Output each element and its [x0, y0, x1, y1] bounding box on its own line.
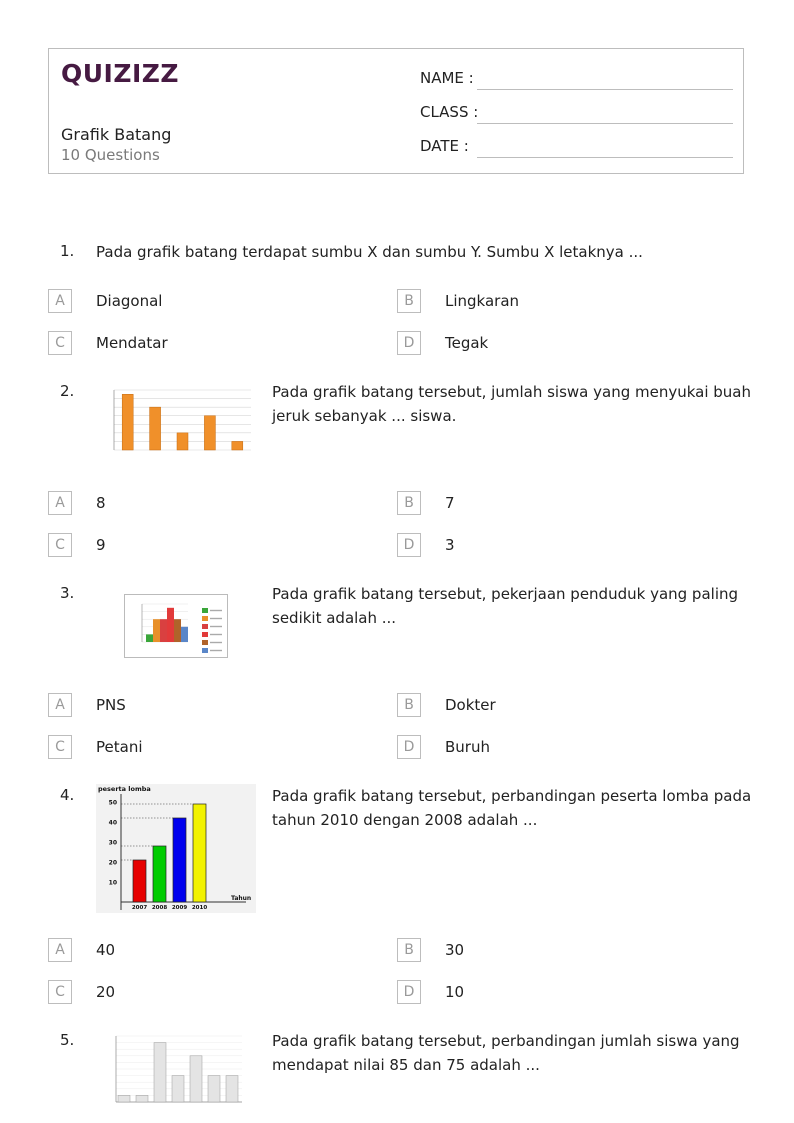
option-letter[interactable]: D: [397, 533, 421, 557]
option-text[interactable]: Dokter: [445, 696, 496, 714]
class-line[interactable]: [477, 123, 733, 124]
question-number: 3.: [60, 584, 75, 602]
bar: [172, 1076, 184, 1102]
x-tick-label: 2007: [131, 905, 148, 911]
question-text: Pada grafik batang tersebut, pekerjaan penduduk yang paling sedikit adalah ...: [272, 585, 739, 627]
bar-chart-participants: [96, 784, 256, 913]
chart-title: peserta lomba: [98, 785, 151, 793]
option-letter[interactable]: C: [48, 533, 72, 557]
class-label: CLASS :: [420, 103, 479, 121]
option-letter[interactable]: B: [397, 289, 421, 313]
option-letter[interactable]: D: [397, 980, 421, 1004]
option-letter[interactable]: A: [48, 289, 72, 313]
date-line[interactable]: [477, 157, 733, 158]
option-letter[interactable]: C: [48, 331, 72, 355]
question-number: 5.: [60, 1031, 75, 1049]
question-image: [124, 594, 228, 662]
option-text[interactable]: Petani: [96, 738, 143, 756]
question-text: Pada grafik batang terdapat sumbu X dan sumbu Y. Sumbu X letaknya ...: [96, 243, 643, 261]
option-letter[interactable]: A: [48, 491, 72, 515]
option-letter[interactable]: D: [397, 735, 421, 759]
option-text[interactable]: 9: [96, 536, 106, 554]
question-number: 4.: [60, 786, 75, 804]
option-text[interactable]: 20: [96, 983, 116, 1001]
bar: [153, 846, 166, 902]
bar-chart-fruit: [96, 380, 256, 466]
bar: [232, 441, 243, 450]
question-number: 1.: [60, 242, 75, 260]
option-text[interactable]: 40: [96, 941, 116, 959]
bar: [181, 627, 188, 642]
bar: [167, 608, 174, 642]
option-text[interactable]: 30: [445, 941, 465, 959]
worksheet-title: Grafik Batang: [61, 125, 172, 144]
worksheet-header: [48, 48, 744, 174]
option-text[interactable]: Buruh: [445, 738, 490, 756]
bar: [174, 619, 181, 642]
option-text[interactable]: Lingkaran: [445, 292, 520, 310]
x-tick-label: 2008: [151, 905, 168, 911]
x-tick-label: 2009: [171, 905, 188, 911]
question-text: Pada grafik batang tersebut, perbandingan peserta lomba pada tahun 2010 dengan 2008 adalah ...: [272, 787, 752, 829]
bar: [177, 433, 188, 450]
question-image: [100, 1030, 250, 1118]
option-letter[interactable]: C: [48, 735, 72, 759]
bar: [136, 1095, 148, 1102]
legend-swatch: [202, 632, 208, 637]
question-text: Pada grafik batang tersebut, jumlah siswa yang menyukai buah jeruk sebanyak ... siswa.: [272, 383, 751, 425]
question-text: Pada grafik batang tersebut, perbandingan jumlah siswa yang mendapat nilai 85 dan 75 adalah ...: [272, 1032, 740, 1074]
name-label: NAME :: [420, 69, 474, 87]
quizizz-logo: QUIZIZZ: [61, 59, 180, 88]
bar: [154, 1043, 166, 1102]
bar: [118, 1095, 130, 1102]
y-tick-label: 30: [108, 839, 117, 847]
bar: [208, 1076, 220, 1102]
option-letter[interactable]: B: [397, 491, 421, 515]
legend-swatch: [202, 624, 208, 629]
question-image: [96, 380, 256, 470]
bar: [153, 619, 160, 642]
option-text[interactable]: 3: [445, 536, 455, 554]
bar-chart-scores: [100, 1030, 250, 1114]
bar: [146, 634, 153, 642]
y-tick-label: 50: [108, 799, 117, 807]
bar: [193, 804, 206, 902]
bar: [122, 394, 133, 450]
name-line[interactable]: [477, 89, 733, 90]
bar: [160, 619, 167, 642]
bar: [133, 860, 146, 902]
legend-swatch: [202, 608, 208, 613]
date-label: DATE :: [420, 137, 469, 155]
question-image: [96, 784, 256, 917]
question-number: 2.: [60, 382, 75, 400]
bar: [226, 1076, 238, 1102]
option-letter[interactable]: A: [48, 938, 72, 962]
option-letter[interactable]: B: [397, 693, 421, 717]
legend-swatch: [202, 648, 208, 653]
legend-swatch: [202, 640, 208, 645]
y-tick-label: 20: [108, 859, 117, 867]
bar: [190, 1056, 202, 1102]
option-text[interactable]: Diagonal: [96, 292, 163, 310]
y-tick-label: 10: [108, 879, 117, 887]
bar: [173, 818, 186, 902]
option-text[interactable]: PNS: [96, 696, 126, 714]
y-tick-label: 40: [108, 819, 117, 827]
option-text[interactable]: 7: [445, 494, 455, 512]
option-letter[interactable]: D: [397, 331, 421, 355]
bar: [150, 407, 161, 450]
option-text[interactable]: 8: [96, 494, 106, 512]
x-tick-label: 2010: [191, 905, 208, 911]
question-count: 10 Questions: [61, 146, 160, 164]
option-text[interactable]: Tegak: [445, 334, 489, 352]
option-text[interactable]: Mendatar: [96, 334, 168, 352]
option-letter[interactable]: A: [48, 693, 72, 717]
x-axis-label: Tahun: [231, 895, 252, 902]
bar-chart-jobs: [124, 594, 228, 658]
option-letter[interactable]: B: [397, 938, 421, 962]
bar: [204, 416, 215, 450]
legend-swatch: [202, 616, 208, 621]
option-text[interactable]: 10: [445, 983, 465, 1001]
option-letter[interactable]: C: [48, 980, 72, 1004]
